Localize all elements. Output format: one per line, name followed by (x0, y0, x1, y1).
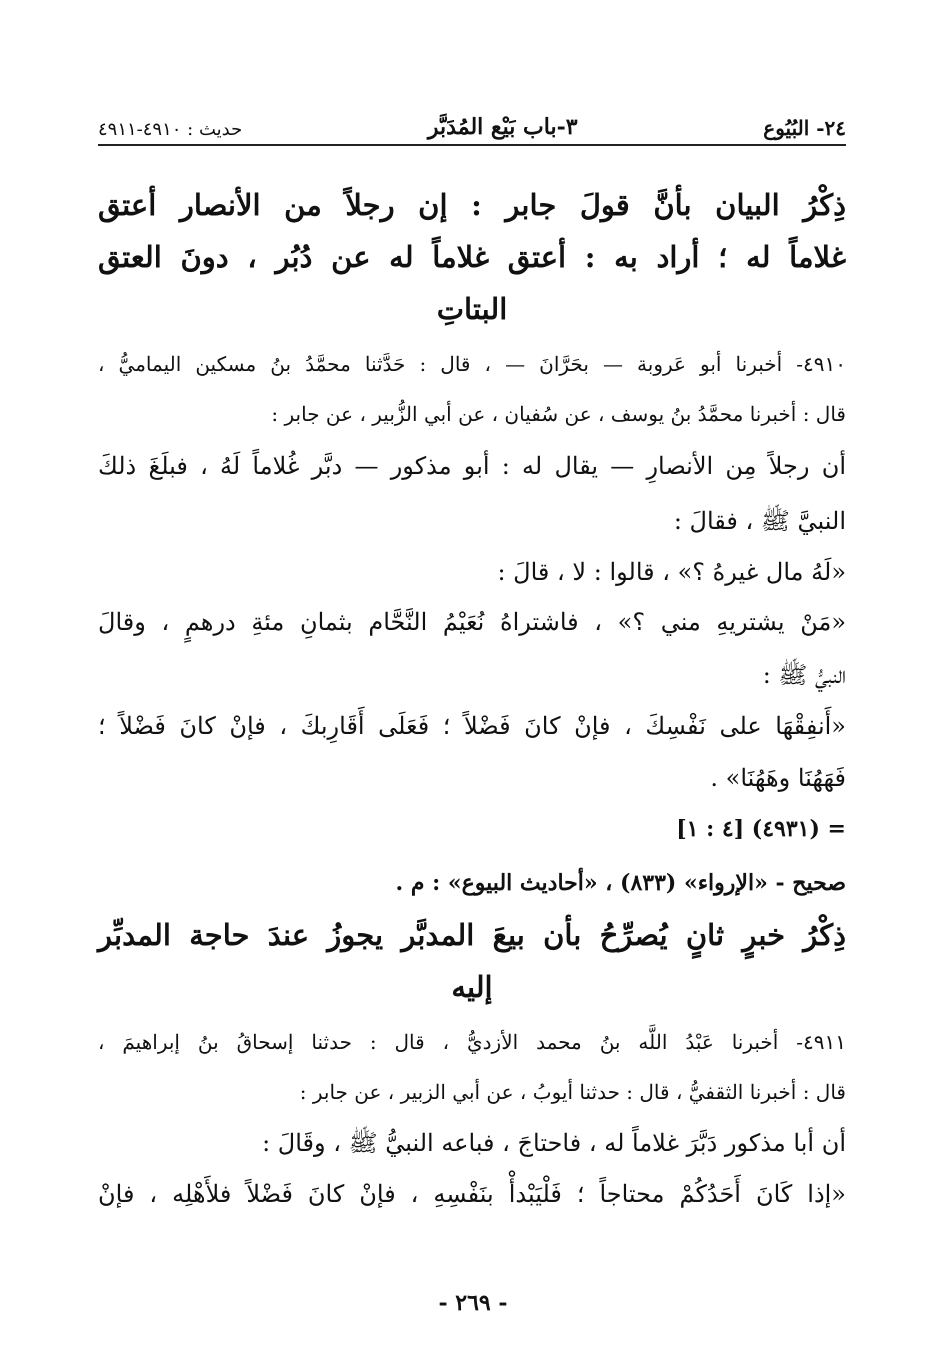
book-title: ٢٤- البُيُوع (763, 116, 846, 140)
section-title-line: ذِكْرُ البيان بأنَّ قولَ جابر : إن رجلاً من الأنصار أعتق (98, 188, 846, 222)
hadith-text-line: أن أبا مذكور دَبَّرَ غلاماً له ، فاحتاجَ ، فباعه النبيُّ ﷺ ، وقَالَ : (262, 1129, 846, 1157)
hadith-isnad-line: ٤٩١٠- أخبرنا أبو عَروبة — بحَرَّانَ — ، قال : حَدَّثنا محمَّدُ بنُ مسكين اليماميُّ ، (98, 352, 846, 376)
hadith-grading: صحيح - «الإرواء» (٨٣٣) ، «أحاديث البيوع» : م . (395, 870, 846, 896)
hadith-text-line: «أَنفِقْهَا على نَفْسِكَ ، فإنْ كانَ فَضْلاً ؛ فَعَلَى أَقَارِبكَ ، فإنْ كانَ فَضْلاً ؛ (98, 712, 846, 740)
hadith-text-line: أن رجلاً مِن الأنصارِ — يقال له : أبو مذكور — دبَّر غُلاماً لَهُ ، فبلَغَ ذلكَ (98, 452, 846, 480)
hadith-text-line: «لَهُ مال غيرهُ ؟» ، قالوا : لا ، قالَ : (497, 558, 846, 586)
section-title-line: غلاماً له ؛ أراد به : أعتق غلاماً له عن دُبُر ، دونَ العتق (98, 240, 846, 274)
hadith-text-line: فَهَهُنَا وهَهُنَا» . (710, 764, 846, 792)
hadith-isnad-line: قال : أخبرنا الثقفيُّ ، قال : حدثنا أيوبُ ، عن أبي الزبير ، عن جابر : (299, 1080, 846, 1104)
hadith-range: حديث : ٤٩١٠-٤٩١١ (98, 119, 243, 140)
page-number: - ٢٦٩ - (438, 1290, 508, 1316)
hadith-text-line: «مَنْ يشتريهِ مني ؟» ، فاشتراهُ نُعَيْمُ النَّحَّام بثمانِ مئةِ درهمٍ ، وقالَ (98, 608, 846, 636)
section-title-line: البتاتِ (436, 292, 508, 326)
chapter-title: ٣-باب بَيْع المُدَبَّر (427, 114, 578, 140)
section-title-line: ذِكْرُ خبرٍ ثانٍ يُصرِّحُ بأن بيعَ المدبَّر يجوزُ عندَ حاجة المدبِّر (98, 918, 846, 952)
hadith-text-line: «إذا كَانَ أَحَدُكُمْ محتاجاً ؛ فَلْيَبْدأْ بنَفْسِهِ ، فإنْ كانَ فَضْلاً فلأَهْلِه ، فإنْ (98, 1180, 846, 1208)
running-header (98, 100, 846, 146)
cross-reference: = (٤٩٣١) [٤ : ١] (676, 816, 846, 842)
hadith-isnad-line: قال : أخبرنا محمَّدُ بنُ يوسف ، عن سُفيان ، عن أبي الزُّبير ، عن جابر : (271, 402, 846, 426)
hadith-text-line: النبيُّ ﷺ : (762, 661, 846, 689)
section-title-line: إليه (451, 970, 493, 1004)
hadith-text-line: النبيَّ ﷺ ، فقالَ : (673, 507, 846, 535)
hadith-isnad-line: ٤٩١١- أخبرنا عَبْدُ اللَّه بنُ محمد الأزديُّ ، قال : حدثنا إسحاقُ بنُ إبراهيمَ ، (98, 1030, 846, 1054)
